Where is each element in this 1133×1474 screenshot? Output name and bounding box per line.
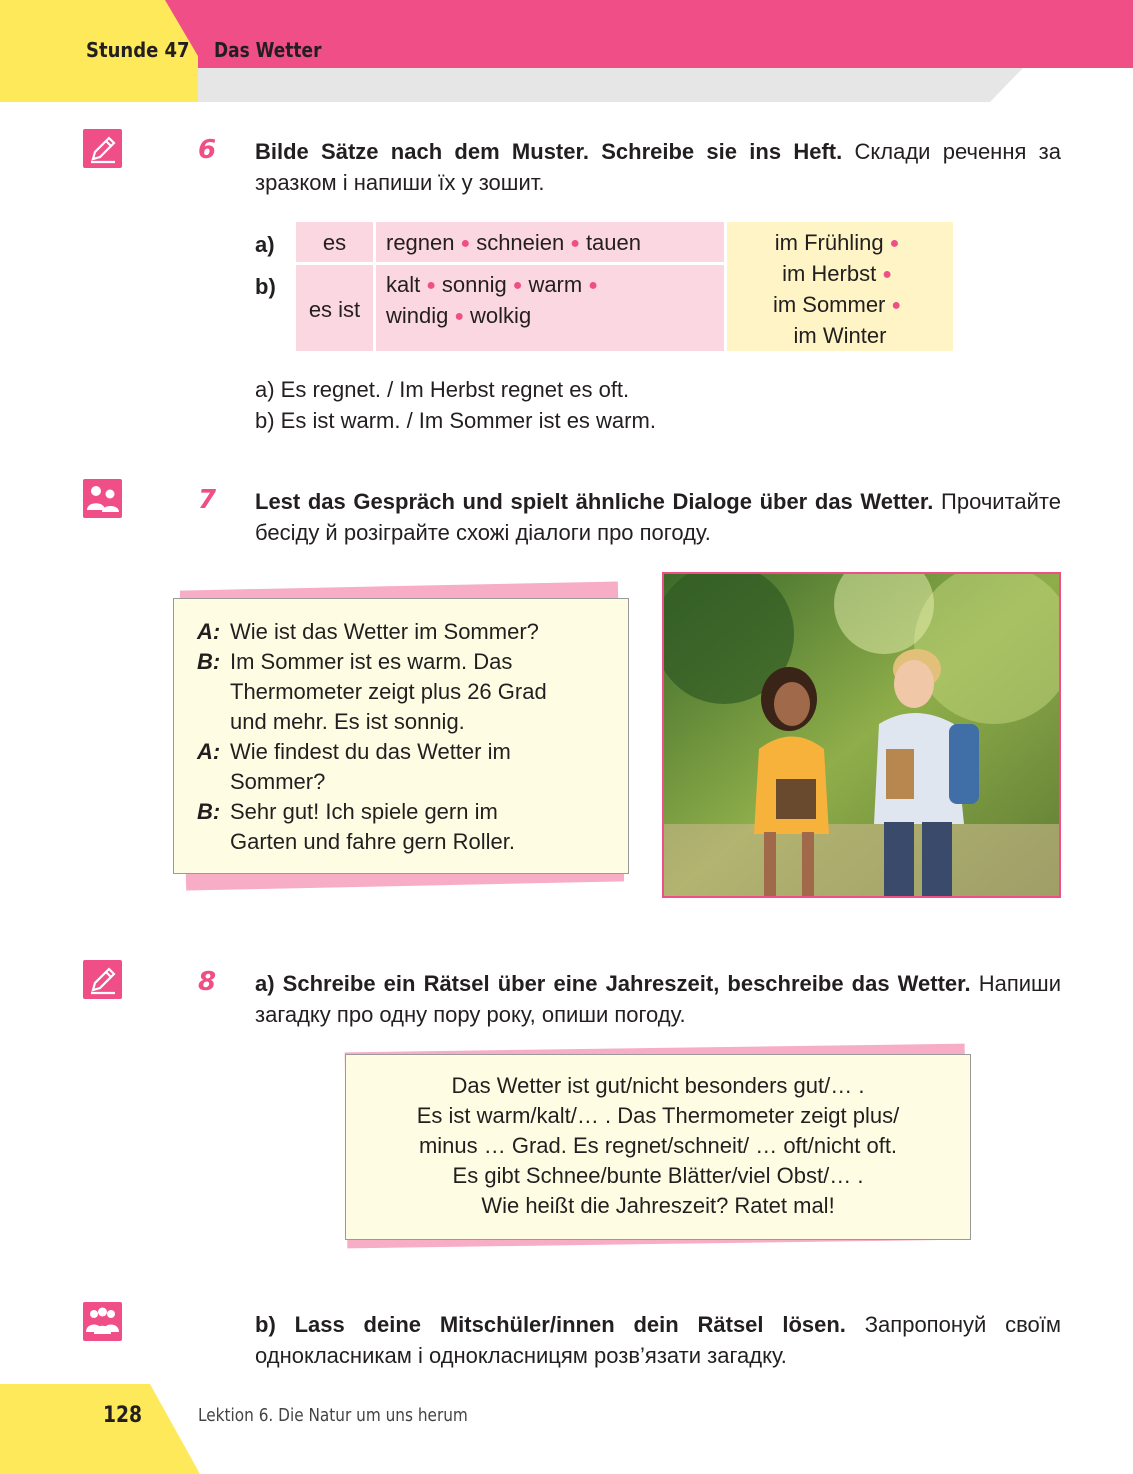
- word: sonnig: [441, 272, 507, 297]
- bullet-icon: ●: [454, 308, 465, 325]
- dialog-line: B: Sehr gut! Ich spiele gern im Garten und fahre gern Roller.: [197, 797, 547, 857]
- season: im Herbst: [782, 261, 877, 286]
- speaker: A: [197, 739, 213, 764]
- task8b-instruction-uk: Запропонуй своїм однокласникам і однокласницям розв’язати загадку.: [255, 1312, 1061, 1368]
- bullet-icon: ●: [891, 297, 902, 314]
- task6-instruction-uk: Склади речення за зразком і напиши їх у зошит.: [255, 139, 1061, 195]
- season: im Frühling: [774, 230, 884, 255]
- footer-yellow-band: [0, 1384, 200, 1474]
- row-b-label: b): [255, 274, 276, 299]
- bullet-icon: ●: [512, 277, 523, 294]
- dialog-text: Wie ist das Wetter im Sommer?: [230, 619, 539, 644]
- word: warm: [528, 272, 583, 297]
- bullet-icon: ●: [882, 266, 892, 283]
- dialog-text: und mehr. Es ist sonnig.: [230, 709, 465, 734]
- word: tauen: [585, 230, 641, 255]
- speaker: A: [197, 619, 213, 644]
- word: kalt: [386, 272, 421, 297]
- bullet-icon: ●: [588, 277, 598, 294]
- task6-instruction-de: Bilde Sätze nach dem Muster. Schreibe sie ins Heft.: [255, 139, 843, 164]
- word: schneien: [476, 230, 565, 255]
- group-icon: [83, 1302, 122, 1341]
- dialog-text: Sommer?: [230, 769, 326, 794]
- speaker: B: [197, 649, 213, 674]
- task8a-instruction-uk: Напиши загадку про одну пору року, опиши погоду.: [255, 971, 1061, 1027]
- header-grey-band: [198, 68, 1023, 102]
- pair-icon: [83, 479, 122, 518]
- row-b-words: [376, 265, 724, 351]
- word: windig: [386, 303, 449, 328]
- row-a-subject: es: [296, 222, 373, 262]
- riddle-line: Es gibt Schnee/bunte Blätter/viel Obst/… .: [452, 1163, 864, 1188]
- header-pink-band: [198, 0, 1133, 68]
- season: im Sommer: [772, 292, 886, 317]
- task6-instruction: [255, 136, 1061, 198]
- riddle-template: [346, 1071, 970, 1221]
- row-b-subject: es ist: [296, 265, 373, 351]
- bullet-icon: ●: [570, 235, 580, 252]
- dialog-text: Wie findest du das Wetter im: [230, 739, 511, 764]
- example-a: a) Es regnet. / Im Herbst regnet es oft.: [255, 377, 630, 402]
- bullet-icon: ●: [426, 277, 436, 294]
- dialog-line: B: Im Sommer ist es warm. Das Thermometer zeigt plus 26 Grad und mehr. Es ist sonnig.: [197, 647, 547, 737]
- children-photo: [662, 572, 1061, 898]
- row-a-words: [376, 222, 724, 262]
- bullet-icon: ●: [889, 235, 900, 252]
- task8b-instruction-de: b) Lass deine Mitschüler/innen dein Rätsel lösen.: [255, 1312, 846, 1337]
- seasons-cell: [727, 222, 953, 351]
- task8a-instruction: [255, 968, 1061, 1030]
- task7-instruction-uk: Прочитайте бесіду й розіграйте схожі діалоги про погоду.: [255, 489, 1061, 545]
- dialog-line: A: Wie findest du das Wetter im Sommer?: [197, 737, 547, 797]
- dialog-text: Garten und fahre gern Roller.: [230, 829, 515, 854]
- example-b: b) Es ist warm. / Im Sommer ist es warm.: [255, 408, 656, 433]
- task8b-instruction: [255, 1309, 1061, 1371]
- riddle-line: Das Wetter ist gut/nicht besonders gut/… .: [451, 1073, 865, 1098]
- word: wolkig: [470, 303, 532, 328]
- task8a-instruction-de: a) Schreibe ein Rätsel über eine Jahreszeit, beschreibe das Wetter.: [255, 971, 971, 996]
- chapter-title: Lektion 6. Die Natur um uns herum: [198, 1405, 468, 1426]
- riddle-line: Es ist warm/kalt/… . Das Thermometer zeigt plus/: [416, 1103, 900, 1128]
- task7-instruction: [255, 486, 1061, 548]
- task-number-6: 6: [198, 135, 217, 165]
- task7-instruction-de: Lest das Gespräch und spielt ähnliche Dialoge über das Wetter.: [255, 489, 934, 514]
- season: im Winter: [793, 323, 887, 348]
- task-number-8: 8: [198, 967, 217, 997]
- page-number: 128: [103, 1403, 143, 1428]
- task6-examples: [255, 374, 656, 436]
- speaker: B: [197, 799, 213, 824]
- bullet-icon: ●: [460, 235, 471, 252]
- dialog: [197, 617, 547, 857]
- task-number-7: 7: [198, 485, 217, 515]
- riddle-line: Wie heißt die Jahreszeit? Ratet mal!: [481, 1193, 835, 1218]
- dialog-text: Sehr gut! Ich spiele gern im: [230, 799, 498, 824]
- row-a-label: a): [255, 232, 275, 257]
- riddle-line: minus … Grad. Es regnet/schneit/ … oft/nicht oft.: [418, 1133, 898, 1158]
- word: regnen: [386, 230, 455, 255]
- dialog-text: Thermometer zeigt plus 26 Grad: [230, 679, 547, 704]
- dialog-text: Im Sommer ist es warm. Das: [230, 649, 513, 674]
- page-title: Das Wetter: [214, 38, 322, 62]
- pencil-icon: [83, 129, 122, 168]
- dialog-line: A: Wie ist das Wetter im Sommer?: [197, 617, 547, 647]
- pencil-icon: [83, 960, 122, 999]
- lesson-number: Stunde 47: [86, 38, 190, 62]
